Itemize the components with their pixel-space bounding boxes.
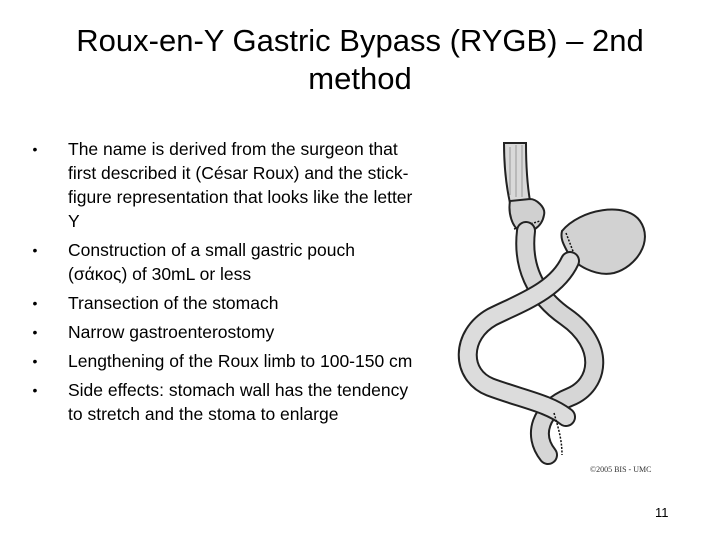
bullet-text: The name is derived from the surgeon that first described it (César Roux) and the stick-figure representation that looks like the letter Y xyxy=(68,139,413,231)
bullet-text: Side effects: stomach wall has the tendency to stretch and the stoma to enlarge xyxy=(68,380,409,424)
bullet-text: Narrow gastroenterostomy xyxy=(68,322,275,342)
bullet-dot-icon: • xyxy=(32,141,38,157)
rygb-anatomy-illustration xyxy=(430,135,670,480)
slide-title-line-2: method xyxy=(308,61,412,96)
bullet-dot-icon: • xyxy=(32,295,38,311)
bullet-item xyxy=(28,291,418,315)
page-number: 11 xyxy=(655,505,669,520)
slide-title-line-1: Roux-en-Y Gastric Bypass (RYGB) – 2nd xyxy=(76,23,644,58)
bullet-item xyxy=(28,320,418,344)
bullet-item xyxy=(28,378,418,426)
bullet-dot-icon: • xyxy=(32,242,38,258)
figure-credit: ©2005 BIS - UMC xyxy=(590,465,652,474)
slide-title xyxy=(20,22,700,98)
bullet-list xyxy=(28,137,418,431)
bullet-text: Transection of the stomach xyxy=(68,293,279,313)
bullet-text: Construction of a small gastric pouch (σάκος) of 30mL or less xyxy=(68,240,355,284)
esophagus-shape xyxy=(504,143,530,203)
bullet-item xyxy=(28,349,418,373)
bullet-item xyxy=(28,137,418,233)
bullet-dot-icon: • xyxy=(32,353,38,369)
bullet-item xyxy=(28,238,418,286)
bullet-dot-icon: • xyxy=(32,324,38,340)
bullet-dot-icon: • xyxy=(32,382,38,398)
bullet-text: Lengthening of the Roux limb to 100-150 cm xyxy=(68,351,413,371)
